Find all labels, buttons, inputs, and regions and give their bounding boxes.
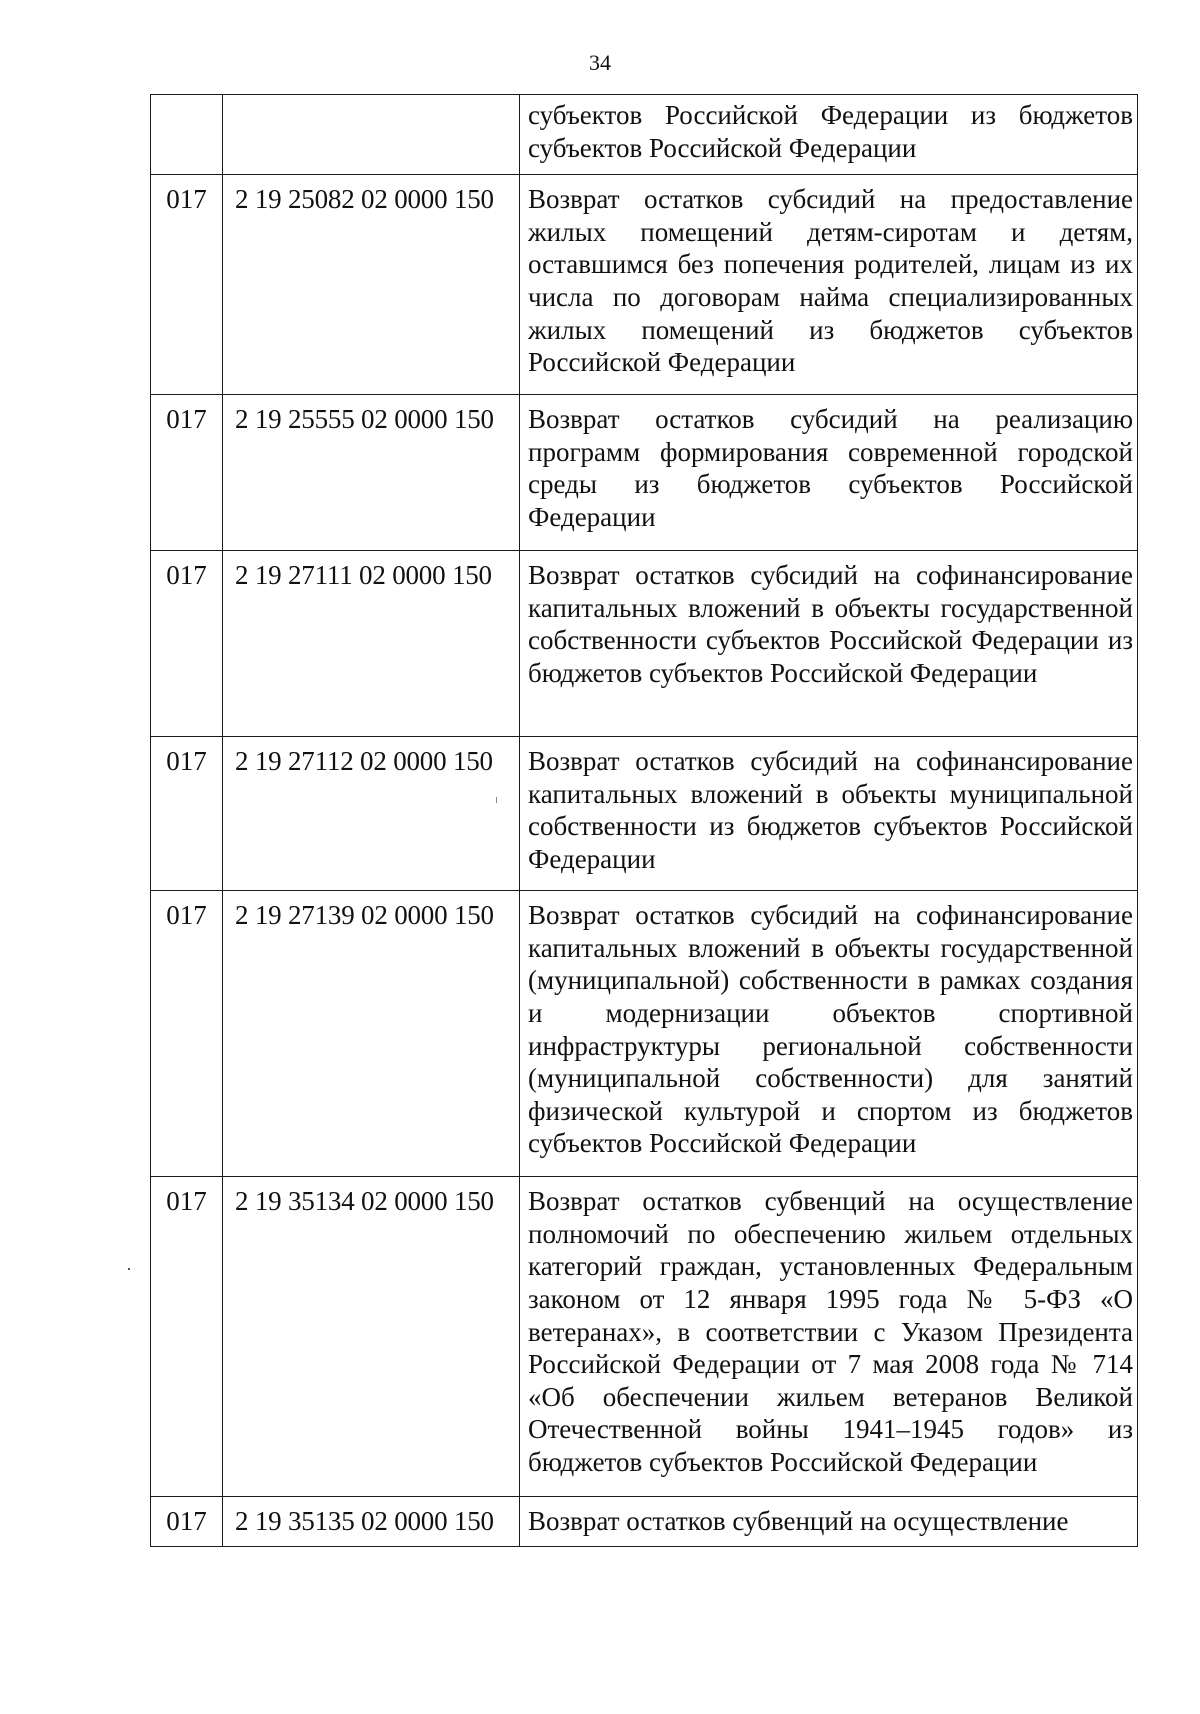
admin-code-cell: 017 [151,737,223,891]
revenue-code-cell: 2 19 25555 02 0000 150 [223,395,520,551]
revenue-name-cell: Возврат остатков субсидий на предоставление жилых помещений детям-сиротам и детям, оставшимся без попечения родителей, лицам из их числа по договорам найма специализированных жилых помещений из бюджетов субъектов Российской Федерации [520,175,1138,395]
budget-codes-table [150,94,1138,1547]
admin-code-cell: 017 [151,175,223,395]
table-row [151,1497,1138,1547]
admin-code-cell: 017 [151,395,223,551]
table-row [151,1177,1138,1497]
revenue-name-cell: субъектов Российской Федерации из бюджетов субъектов Российской Федерации [520,95,1138,175]
admin-code-cell: 017 [151,891,223,1177]
revenue-code-cell: 2 19 35134 02 0000 150 [223,1177,520,1497]
table-row [151,737,1138,891]
revenue-code-cell [223,95,520,175]
scan-speck [496,797,497,803]
table-row [151,175,1138,395]
revenue-code-cell: 2 19 27112 02 0000 150 [223,737,520,891]
table-row [151,891,1138,1177]
revenue-name-cell: Возврат остатков субсидий на реализацию программ формирования современной городской среды из бюджетов субъектов Российской Федерации [520,395,1138,551]
revenue-code-cell: 2 19 35135 02 0000 150 [223,1497,520,1547]
table-row [151,395,1138,551]
revenue-name-cell: Возврат остатков субвенций на осуществление [520,1497,1138,1547]
table-row [151,95,1138,175]
revenue-name-cell: Возврат остатков субсидий на софинансирование капитальных вложений в объекты государственной (муниципальной) собственности в рамках создания и модернизации объектов спортивной инфраструктуры региональной собственности (муниципальной собственности) для занятий физической культурой и спортом из бюджетов субъектов Российской Федерации [520,891,1138,1177]
revenue-name-cell: Возврат остатков субсидий на софинансирование капитальных вложений в объекты государственной собственности субъектов Российской Федерации из бюджетов субъектов Российской Федерации [520,551,1138,737]
revenue-name-cell: Возврат остатков субсидий на софинансирование капитальных вложений в объекты муниципальной собственности из бюджетов субъектов Российской Федерации [520,737,1138,891]
scan-speck [128,1268,130,1270]
admin-code-cell: 017 [151,1497,223,1547]
revenue-name-cell: Возврат остатков субвенций на осуществление полномочий по обеспечению жильем отдельных категорий граждан, установленных Федеральным законом от 12 января 1995 года № 5-ФЗ «О ветеранах», в соответствии с Указом Президента Российской Федерации от 7 мая 2008 года № 714 «Об обеспечении жильем ветеранов Великой Отечественной войны 1941–1945 годов» из бюджетов субъектов Российской Федерации [520,1177,1138,1497]
revenue-code-cell: 2 19 27111 02 0000 150 [223,551,520,737]
admin-code-cell: 017 [151,1177,223,1497]
revenue-code-cell: 2 19 27139 02 0000 150 [223,891,520,1177]
table-row [151,551,1138,737]
revenue-code-cell: 2 19 25082 02 0000 150 [223,175,520,395]
admin-code-cell [151,95,223,175]
page-number: 34 [589,50,611,75]
admin-code-cell: 017 [151,551,223,737]
